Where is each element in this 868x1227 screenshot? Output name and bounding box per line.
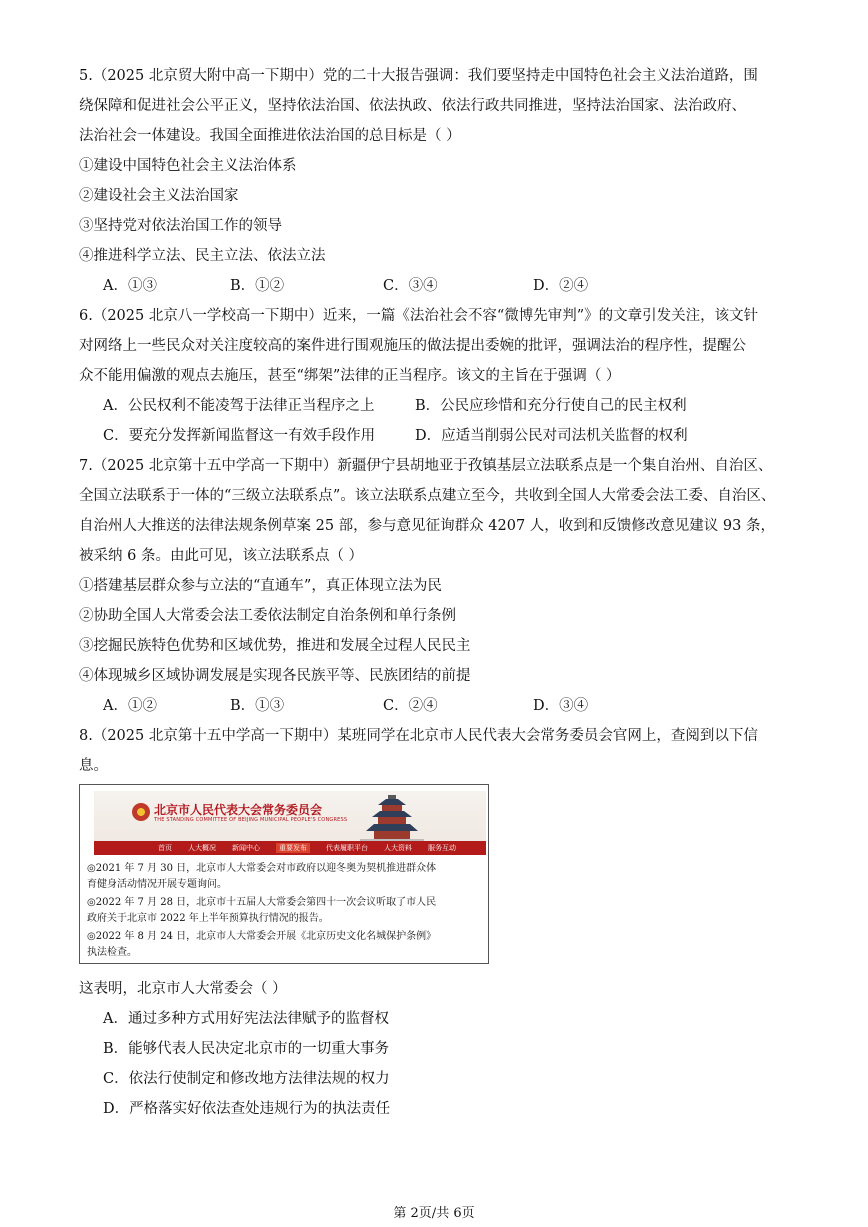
q5-item-4: ④推进科学立法、民主立法、依法立法 [79, 248, 326, 264]
notice-line-6: 执法检查。 [87, 947, 137, 958]
q7-item-4: ④体现城乡区域协调发展是实现各民族平等、民族团结的前提 [79, 668, 471, 684]
nav-item-news: 新闻中心 [232, 844, 260, 852]
q5-item-2: ②建设社会主义法治国家 [79, 188, 239, 204]
q6-option-c[interactable]: C．要充分发挥新闻监督这一有效手段作用 [103, 428, 376, 444]
notice-line-1: ◎2021 年 7 月 30 日，北京市人大常委会对市政府以迎冬奥为契机推进群众体 [87, 863, 437, 874]
q7-item-3: ③挖掘民族特色优势和区域优势，推进和发展全过程人民民主 [79, 638, 471, 654]
notice-line-4: 政府关于北京市 2022 年上半年预算执行情况的报告。 [87, 913, 329, 924]
q8-option-c[interactable]: C．依法行使制定和修改地方法律法规的权力 [103, 1071, 390, 1087]
q5-stem-line-3: 法治社会一体建设。我国全面推进依法治国的总目标是（ ） [79, 128, 461, 144]
q5-stem-line-1: 5.（2025 北京贸大附中高一下期中）党的二十大报告强调：我们要坚持走中国特色社会主义法治道路，围 [79, 68, 758, 84]
q7-stem-line-4: 被采纳 6 条。由此可见，该立法联系点（ ） [79, 548, 364, 564]
site-subtitle: THE STANDING COMMITTEE OF BEIJING MUNICIPAL PEOPLE'S CONGRESS [154, 817, 348, 823]
nav-item-materials: 人大资料 [384, 844, 412, 852]
q5-item-1: ①建设中国特色社会主义法治体系 [79, 158, 297, 174]
nav-item-releases: 重要发布 [276, 843, 310, 853]
q8-option-a[interactable]: A．通过多种方式用好宪法法律赋予的监督权 [103, 1011, 389, 1027]
q6-option-b[interactable]: B．公民应珍惜和充分行使自己的民主权利 [415, 398, 687, 414]
q7-stem-line-2: 全国立法联系于一体的“三级立法联系点”。该立法联系点建立至今，共收到全国人大常委会法工委、自治区、 [79, 488, 776, 504]
q8-option-d[interactable]: D．严格落实好依法查处违规行为的执法责任 [103, 1101, 391, 1117]
nav-item-home: 首页 [158, 844, 172, 852]
q7-item-2: ②协助全国人大常委会法工委依法制定自治条例和单行条例 [79, 608, 456, 624]
q7-option-a[interactable]: A．①② [103, 698, 157, 714]
q6-stem-line-1: 6.（2025 北京八一学校高一下期中）近来，一篇《法治社会不容“微博先审判”》的文章引发关注，该文针 [79, 308, 759, 324]
q6-option-d[interactable]: D．应适当削弱公民对司法机关监督的权利 [415, 428, 688, 444]
q5-option-a[interactable]: A．①③ [103, 278, 157, 294]
q6-option-a[interactable]: A．公民权利不能凌驾于法律正当程序之上 [103, 398, 375, 414]
page-number-footer: 第 2页/共 6页 [393, 1206, 475, 1221]
site-title: 北京市人民代表大会常务委员会 [154, 803, 323, 817]
website-screenshot-figure [79, 784, 489, 964]
q7-stem-line-3: 自治州人大推送的法律法规条例草案 25 部，参与意见征询群众 4207 人，收到和反馈修改意见建议 93 条， [79, 518, 775, 534]
nav-item-service: 服务互动 [428, 844, 456, 852]
q7-item-1: ①搭建基层群众参与立法的“直通车”，真正体现立法为民 [79, 578, 442, 594]
q7-option-d[interactable]: D．③④ [533, 698, 589, 714]
q7-option-c[interactable]: C．②④ [383, 698, 438, 714]
notice-line-3: ◎2022 年 7 月 28 日，北京市十五届人大常委会第四十一次会议听取了市人民 [87, 897, 437, 908]
q6-stem-line-2: 对网络上一些民众对关注度较高的案件进行围观施压的做法提出委婉的批评，强调法治的程序性，提醒公 [79, 338, 746, 354]
q8-question-stem: 这表明，北京市人大常委会（ ） [79, 981, 287, 997]
q8-stem-line-1: 8.（2025 北京第十五中学高一下期中）某班同学在北京市人民代表大会常务委员会官网上，查阅到以下信 [79, 728, 758, 744]
q8-stem-line-2: 息。 [79, 758, 108, 774]
q6-stem-line-3: 众不能用偏激的观点去施压，甚至“绑架”法律的正当程序。该文的主旨在于强调（ ） [79, 368, 621, 384]
q5-option-b[interactable]: B．①② [230, 278, 285, 294]
site-navbar [94, 841, 486, 855]
notice-line-2: 育健身活动情况开展专题询问。 [87, 879, 227, 890]
q5-option-d[interactable]: D．②④ [533, 278, 589, 294]
nav-item-overview: 人大概况 [188, 844, 216, 852]
q5-option-c[interactable]: C．③④ [383, 278, 438, 294]
nav-item-deputies: 代表履职平台 [326, 844, 368, 852]
q5-item-3: ③坚持党对依法治国工作的领导 [79, 218, 282, 234]
q5-stem-line-2: 绕保障和促进社会公平正义，坚持依法治国、依法执政、依法行政共同推进，坚持法治国家、法治政府、 [79, 98, 746, 114]
q7-stem-line-1: 7.（2025 北京第十五中学高一下期中）新疆伊宁县胡地亚于孜镇基层立法联系点是一个集自治州、自治区、 [79, 458, 773, 474]
q8-option-b[interactable]: B．能够代表人民决定北京市的一切重大事务 [103, 1041, 390, 1057]
national-emblem-icon [132, 803, 150, 821]
q7-option-b[interactable]: B．①③ [230, 698, 285, 714]
notice-line-5: ◎2022 年 8 月 24 日，北京市人大常委会开展《北京历史文化名城保护条例》 [87, 931, 437, 942]
